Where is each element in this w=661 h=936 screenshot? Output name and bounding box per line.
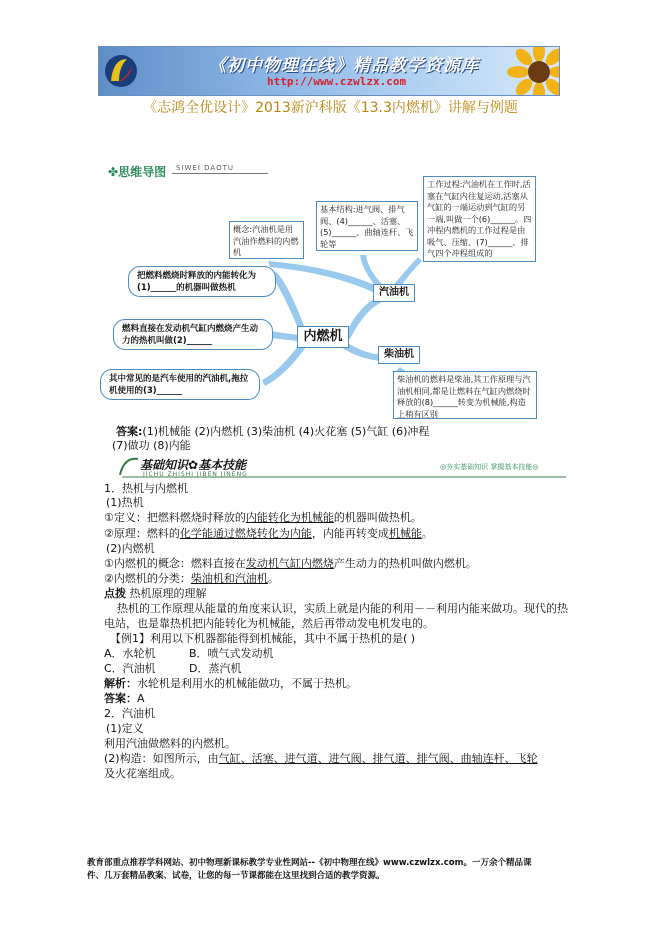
analysis-label: 解析：: [104, 677, 137, 690]
concept-box: 概念:汽油机是用汽油作燃料的内燃机: [229, 221, 304, 259]
ice-types-line: [104, 572, 279, 586]
banner-url[interactable]: http://www.czwlzx.com: [267, 75, 407, 88]
left-node-heat-engine: 把燃料燃烧时释放的内能转化为(1)______的机器叫做热机: [128, 266, 276, 297]
structure-line-end: 及火花塞组成。: [104, 767, 181, 780]
text: (2)构造：如图所示，由: [104, 752, 219, 765]
answers-label: 答案:: [116, 425, 143, 438]
answers-line-1: [116, 425, 429, 439]
paragraph-line: 热机的工作原理从能量的角度来认识，实质上就是内能的利用－－利用内能来做功。现代的热: [117, 602, 568, 615]
heading-1: 1．热机与内燃机: [104, 482, 188, 495]
answers-line-2: (7)做功 (8)内能: [112, 439, 191, 452]
gasoline-node: 汽油机: [373, 284, 415, 302]
text: ②内燃机的分类：: [104, 572, 191, 585]
sunflower-icon: [499, 46, 560, 96]
section-title: 基础知识✿基本技能: [140, 458, 247, 472]
heading-2: 2．汽油机: [104, 707, 155, 720]
diesel-node: 柴油机: [378, 346, 420, 364]
process-box: 工作过程:汽油机在工作时,活塞在气缸内往复运动,活塞从气缸的一端运动到气缸的另一端,叫做一个(6)______。四冲程内燃机的工作过程是由吸气、压缩、(7)______、排气四个冲程组成的: [423, 176, 536, 262]
left-node-common-types: 其中常见的是汽车使用的汽油机,拖拉机使用的(3)______: [100, 369, 260, 400]
heading-1-2: (2)内燃机: [106, 542, 155, 555]
example-question: 【例1】利用以下机器都能得到机械能，其中不属于热机的是( ): [110, 632, 416, 645]
header-banner: [98, 46, 560, 96]
ice-concept-line: [104, 557, 477, 571]
diesel-box: 柴油机的燃料是柴油,其工作原理与汽油机相同,都是让燃料在气缸内燃烧时释放的(8)______转变为机械能,构造上稍有区别: [393, 371, 537, 419]
text: 的机器叫做热机。: [333, 511, 422, 524]
left-node-ice-definition: 燃料直接在发动机气缸内燃烧产生动力的热机叫做(2)______: [113, 319, 273, 350]
underlined-text: 化学能通过燃烧转化为内能: [179, 527, 312, 540]
text: 。: [267, 572, 279, 585]
structure-line: [104, 752, 538, 766]
section-title-2: 基本技能: [198, 458, 247, 472]
text: ①内燃机的概念：燃料直接在: [104, 557, 246, 570]
underlined-text: 气缸、活塞、进气道、进气阀、排气道、排气阀、曲轴连杆、飞轮: [218, 752, 538, 765]
option-a: A．水轮机: [104, 647, 156, 660]
definition-line: [104, 511, 422, 525]
answer-line: [104, 692, 145, 706]
text: 。: [421, 527, 433, 540]
underlined-text: 发动机气缸内燃烧: [245, 557, 334, 570]
principle-line: [104, 527, 433, 541]
footer-line-2: 件、几万套精品教案、试卷，让您的每一节课都能在这里找到合适的教学资源。: [87, 871, 385, 881]
structure-box: 基本结构:进气阀、排气阀、(4)______、活塞、(5)______、曲轴连杆、飞轮等: [316, 201, 418, 251]
document-title: 《志鸿全优设计》2013新沪科版《13.3内燃机》讲解与例题: [143, 100, 518, 116]
text: ①定义：把燃料燃烧时释放的: [104, 511, 246, 524]
tip-label: 点拨: [104, 587, 126, 600]
text: ，内能再转变成: [311, 527, 389, 540]
section-pinyin: JICHU ZHISHI JIBEN JINENG: [143, 471, 248, 478]
section-note: ◎夯实基础知识 掌握基本技能◎: [440, 463, 539, 471]
site-logo-icon: [103, 53, 139, 89]
answer-label: 答案：: [104, 692, 137, 705]
mindmap-heading-pinyin: SIWEI DAOTU: [176, 164, 234, 172]
center-node: 内燃机: [297, 326, 349, 348]
analysis-line: [104, 677, 357, 691]
tip-heading: [104, 587, 207, 601]
underlined-text: 机械能: [388, 527, 422, 540]
section-title-1: 基础知识: [140, 458, 189, 472]
option-b: B．喷气式发动机: [189, 647, 274, 660]
underlined-text: 内能转化为机械能: [245, 511, 334, 524]
heading-2-1: (1)定义: [106, 722, 144, 735]
definition-text: 利用汽油做燃料的内燃机。: [104, 737, 236, 750]
heading-1-1: (1)热机: [106, 496, 144, 509]
answer-value: A: [137, 692, 145, 705]
heading-underline: [172, 173, 268, 174]
mindmap-heading-text: 思维导图: [118, 165, 167, 179]
option-d: D．蒸汽机: [189, 662, 242, 675]
banner-title: 《初中物理在线》精品教学资源库: [209, 56, 479, 76]
paragraph-line: 电站，也是靠热机把内能转化为机械能，然后再带动发电机发电的。: [104, 617, 434, 630]
text: ②原理：燃料的: [104, 527, 180, 540]
page-footer: [87, 857, 577, 883]
answers-text-1: (1)机械能 (2)内燃机 (3)柴油机 (4)火花塞 (5)气缸 (6)冲程: [142, 425, 430, 438]
footer-line-1: 教育部重点推荐学科网站、初中物理新课标教学专业性网站--《初中物理在线》www.czwlzx.com。一万余个精品课: [87, 858, 532, 868]
underlined-text: 柴油机和汽油机: [190, 572, 268, 585]
text: 产生动力的热机叫做内燃机。: [333, 557, 477, 570]
tip-title: 热机原理的理解: [129, 587, 207, 600]
analysis-text: 水轮机是利用水的机械能做功，不属于热机。: [137, 677, 357, 690]
mindmap-heading: ✤思维导图: [108, 165, 167, 179]
option-c: C．汽油机: [104, 662, 156, 675]
